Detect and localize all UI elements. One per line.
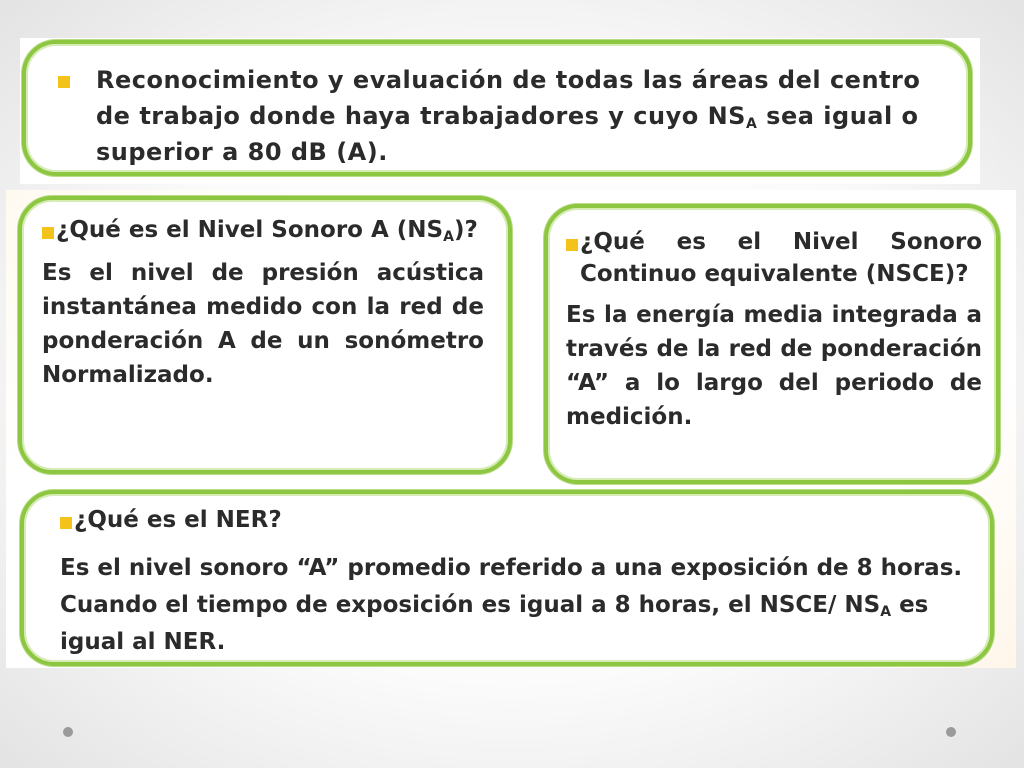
nsce-definition-box (544, 204, 1000, 484)
nsce-question: ¿Qué es el Nivel Sonoro Continuo equivalente (NSCE)? (580, 229, 982, 287)
nsa-answer: Es el nivel de presión acústica instantánea medido con la red de ponderación A de un sonómetro Normalizado. (42, 260, 484, 388)
dot-icon (63, 727, 73, 737)
scope-box (22, 40, 972, 176)
ner-answer: Es el nivel sonoro “A” promedio referido a una exposición de 8 horas. Cuando el tiempo de exposición es igual a 8 horas, el NSCE/ $NS_A$ es igual al NER. (60, 555, 963, 655)
nsce-answer: Es la energía media integrada a través de la red de ponderación “A” a lo largo del periodo de medición. (566, 302, 982, 430)
scope-text: Reconocimiento y evaluación de todas las áreas del centro de trabajo donde haya trabajadores y cuyo $NS_A$ sea igual o superior a 80 dB (A). (96, 66, 921, 166)
square-bullet-icon (58, 76, 70, 88)
square-bullet-icon (42, 227, 54, 239)
nsa-definition-box (18, 196, 512, 474)
dot-icon (946, 727, 956, 737)
square-bullet-icon (60, 517, 72, 529)
ner-definition-box (20, 490, 994, 666)
ner-question: ¿Qué es el NER? (74, 507, 282, 533)
nsa-question: ¿Qué es el Nivel Sonoro A $(NS_A)$? (56, 217, 478, 245)
square-bullet-icon (566, 239, 578, 251)
